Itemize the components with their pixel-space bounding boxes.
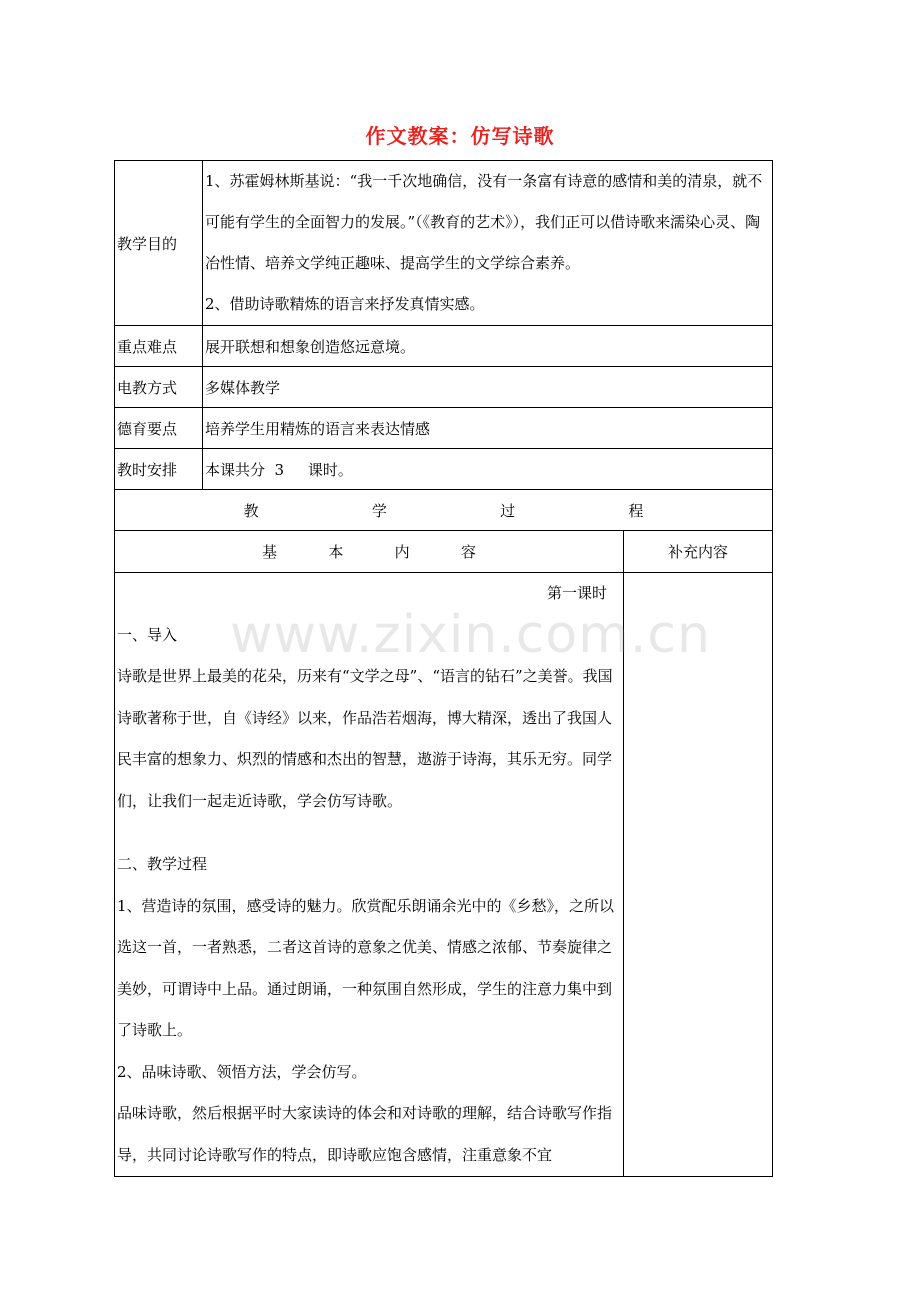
- intro-heading: 一、导入: [117, 625, 178, 644]
- step-2: 2、品味诗歌、领悟方法，学会仿写。: [117, 1062, 367, 1081]
- spacer: [117, 822, 621, 844]
- row-moral: [115, 408, 773, 449]
- lesson-label: 第一课时: [546, 584, 607, 602]
- row-key-points: [115, 326, 773, 367]
- moral-value: 培养学生用精炼的语言来表达情感: [203, 408, 773, 449]
- content-header-char: 容: [460, 543, 476, 561]
- supplement-body: [624, 573, 773, 1177]
- intro-text: 诗歌是世界上最美的花朵，历来有“文学之母”、“语言的钻石”之美誉。我国诗歌著称于世，自《诗经》以来，作品浩若烟海，博大精深，透出了我国人民丰富的想象力、炽烈的情感和杰出的智慧，遨游于诗海，其乐无穷。同学们，让我们一起走近诗歌，学会仿写诗歌。: [117, 667, 613, 810]
- row-time: [115, 449, 773, 490]
- row-process-header: [115, 490, 773, 531]
- key-value: 展开联想和想象创造悠远意境。: [203, 326, 773, 367]
- lesson-plan-table: [114, 160, 773, 1177]
- goal-content: [203, 161, 773, 326]
- moral-label: 德育要点: [115, 408, 203, 449]
- media-value: 多媒体教学: [203, 367, 773, 408]
- process-header: [115, 490, 773, 531]
- step-2-text: 品味诗歌，然后根据平时大家读诗的体会和对诗歌的理解，结合诗歌写作指导，共同讨论诗歌写作的特点，即诗歌应饱含感情，注重意象不宜: [117, 1104, 613, 1164]
- content-body: [115, 573, 624, 1177]
- row-teaching-goal: [115, 161, 773, 326]
- row-media: [115, 367, 773, 408]
- page-title: 作文教案：仿写诗歌: [365, 124, 555, 148]
- key-label: 重点难点: [115, 326, 203, 367]
- process-header-char: 程: [628, 501, 644, 520]
- process-header-char: 过: [500, 501, 516, 520]
- goal-label: 教学目的: [115, 161, 203, 326]
- watermark: www.zixin.com.cn: [230, 605, 711, 665]
- step-1: 1、营造诗的氛围，感受诗的魅力。欣赏配乐朗诵余光中的《乡愁》，之所以选这一首，一者熟悉，二者这首诗的意象之优美、情感之浓郁、节奏旋律之美妙，可谓诗中上品。通过朗诵，一种氛围自然形成，学生的注意力集中到了诗歌上。: [117, 896, 615, 1039]
- goal-paragraph-2: 2、借助诗歌精炼的语言来抒发真情实感。: [205, 295, 485, 313]
- content-header-char: 基: [262, 543, 278, 561]
- content-header: [115, 531, 624, 573]
- process-header-char: 教: [243, 501, 259, 520]
- supplement-header: 补充内容: [624, 531, 773, 573]
- goal-paragraph-1: 1、苏霍姆林斯基说：“我一千次地确信，没有一条富有诗意的感情和美的清泉，就不可能有学生的全面智力的发展。”（《教育的艺术》），我们正可以借诗歌来濡染心灵、陶冶性情、培养文学纯正趣味、提高学生的文学综合素养。: [205, 172, 763, 272]
- row-content: [115, 573, 773, 1177]
- process-heading: 二、教学过程: [117, 855, 208, 873]
- content-header-char: 本: [328, 543, 344, 561]
- time-label: 教时安排: [115, 449, 203, 490]
- time-value: 本课共分 3 课时。: [203, 449, 773, 490]
- row-content-header: [115, 531, 773, 573]
- process-header-char: 学: [371, 501, 387, 520]
- content-header-char: 内: [394, 543, 410, 561]
- media-label: 电教方式: [115, 367, 203, 408]
